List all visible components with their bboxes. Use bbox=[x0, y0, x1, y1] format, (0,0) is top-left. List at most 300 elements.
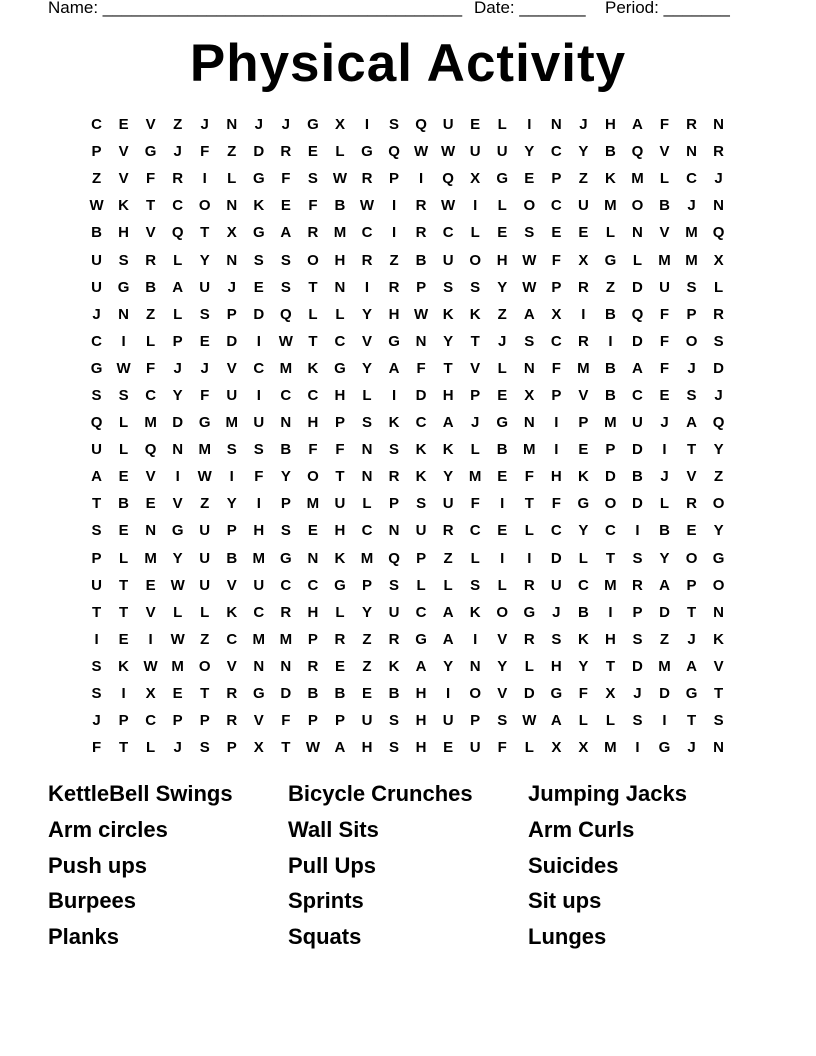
grid-letter[interactable]: J bbox=[173, 359, 182, 377]
grid-letter[interactable]: C bbox=[361, 224, 373, 242]
grid-letter[interactable]: E bbox=[307, 143, 318, 161]
grid-letter[interactable]: B bbox=[388, 685, 400, 703]
grid-letter[interactable]: R bbox=[415, 197, 427, 215]
grid-letter[interactable]: L bbox=[497, 197, 507, 215]
grid-letter[interactable]: G bbox=[604, 251, 617, 269]
grid-letter[interactable]: M bbox=[604, 576, 617, 594]
grid-letter[interactable]: O bbox=[712, 576, 725, 594]
grid-letter[interactable]: U bbox=[334, 495, 346, 513]
grid-letter[interactable]: C bbox=[253, 603, 265, 621]
grid-letter[interactable]: O bbox=[469, 251, 482, 269]
grid-letter[interactable]: C bbox=[307, 386, 319, 404]
grid-letter[interactable]: T bbox=[714, 685, 724, 703]
grid-letter[interactable]: P bbox=[389, 495, 400, 513]
grid-letter[interactable]: R bbox=[686, 495, 697, 513]
grid-letter[interactable]: T bbox=[605, 657, 615, 675]
grid-letter[interactable]: P bbox=[470, 386, 481, 404]
grid-letter[interactable]: R bbox=[226, 685, 238, 703]
grid-letter[interactable]: L bbox=[362, 386, 372, 404]
grid-letter[interactable]: R bbox=[388, 630, 400, 648]
grid-letter[interactable]: R bbox=[415, 224, 427, 242]
grid-letter[interactable]: Y bbox=[578, 657, 589, 675]
grid-letter[interactable]: F bbox=[281, 712, 291, 730]
grid-letter[interactable]: P bbox=[605, 441, 616, 459]
grid-letter[interactable]: G bbox=[577, 495, 590, 513]
grid-letter[interactable]: U bbox=[442, 495, 454, 513]
grid-letter[interactable]: K bbox=[253, 197, 265, 215]
grid-letter[interactable]: L bbox=[578, 712, 588, 730]
grid-letter[interactable]: G bbox=[307, 116, 319, 134]
grid-letter[interactable]: Y bbox=[199, 251, 210, 269]
grid-letter[interactable]: R bbox=[172, 170, 184, 188]
grid-letter[interactable]: U bbox=[442, 116, 454, 134]
grid-letter[interactable]: S bbox=[632, 549, 643, 567]
grid-letter[interactable]: D bbox=[226, 332, 238, 350]
grid-letter[interactable]: M bbox=[631, 170, 644, 188]
grid-letter[interactable]: V bbox=[361, 332, 372, 350]
grid-letter[interactable]: Q bbox=[388, 549, 400, 567]
grid-letter[interactable]: P bbox=[578, 414, 589, 432]
grid-letter[interactable]: C bbox=[334, 332, 346, 350]
grid-letter[interactable]: A bbox=[632, 359, 643, 377]
grid-letter[interactable]: L bbox=[497, 359, 507, 377]
grid-letter[interactable]: G bbox=[388, 332, 400, 350]
grid-letter[interactable]: F bbox=[551, 359, 561, 377]
grid-letter[interactable]: E bbox=[307, 522, 318, 540]
grid-letter[interactable]: C bbox=[469, 522, 481, 540]
grid-letter[interactable]: O bbox=[685, 332, 698, 350]
grid-letter[interactable]: K bbox=[118, 197, 129, 215]
grid-letter[interactable]: N bbox=[226, 116, 238, 134]
grid-letter[interactable]: A bbox=[415, 657, 427, 675]
grid-letter[interactable]: Z bbox=[605, 278, 615, 296]
grid-letter[interactable]: N bbox=[145, 522, 157, 540]
grid-letter[interactable]: V bbox=[145, 603, 156, 621]
grid-letter[interactable]: K bbox=[118, 657, 129, 675]
grid-letter[interactable]: O bbox=[469, 685, 482, 703]
grid-letter[interactable]: H bbox=[415, 712, 427, 730]
grid-letter[interactable]: U bbox=[388, 603, 400, 621]
grid-letter[interactable]: S bbox=[253, 441, 264, 459]
grid-letter[interactable]: L bbox=[659, 495, 670, 513]
grid-letter[interactable]: K bbox=[469, 603, 481, 621]
grid-letter[interactable]: H bbox=[415, 685, 427, 703]
grid-letter[interactable]: J bbox=[687, 739, 696, 757]
grid-letter[interactable]: E bbox=[443, 739, 454, 757]
grid-letter[interactable]: S bbox=[307, 170, 318, 188]
grid-letter[interactable]: I bbox=[256, 495, 261, 513]
grid-letter[interactable]: P bbox=[280, 495, 291, 513]
grid-letter[interactable]: F bbox=[308, 197, 318, 215]
grid-letter[interactable]: A bbox=[659, 576, 670, 594]
grid-letter[interactable]: K bbox=[442, 305, 454, 323]
grid-letter[interactable]: F bbox=[497, 739, 507, 757]
grid-letter[interactable]: G bbox=[415, 630, 427, 648]
grid-letter[interactable]: L bbox=[173, 305, 183, 323]
grid-letter[interactable]: J bbox=[633, 685, 642, 703]
grid-letter[interactable]: C bbox=[226, 630, 238, 648]
grid-letter[interactable]: P bbox=[226, 739, 237, 757]
grid-letter[interactable]: S bbox=[361, 414, 372, 432]
grid-letter[interactable]: B bbox=[145, 278, 157, 296]
grid-letter[interactable]: A bbox=[334, 739, 346, 757]
grid-letter[interactable]: T bbox=[605, 549, 615, 567]
grid-letter[interactable]: J bbox=[498, 332, 507, 350]
grid-letter[interactable]: D bbox=[632, 495, 643, 513]
grid-letter[interactable]: X bbox=[334, 116, 345, 134]
grid-letter[interactable]: N bbox=[226, 251, 238, 269]
grid-letter[interactable]: P bbox=[334, 712, 345, 730]
grid-letter[interactable]: X bbox=[253, 739, 264, 757]
grid-letter[interactable]: P bbox=[686, 305, 697, 323]
grid-letter[interactable]: X bbox=[551, 305, 562, 323]
grid-letter[interactable]: V bbox=[145, 116, 156, 134]
grid-letter[interactable]: L bbox=[605, 224, 615, 242]
grid-letter[interactable]: M bbox=[198, 441, 211, 459]
grid-letter[interactable]: E bbox=[145, 576, 156, 594]
grid-letter[interactable]: S bbox=[632, 630, 643, 648]
date-field[interactable]: Date: _______ bbox=[474, 0, 586, 17]
grid-letter[interactable]: N bbox=[632, 224, 643, 242]
grid-letter[interactable]: C bbox=[632, 386, 643, 404]
grid-letter[interactable]: C bbox=[280, 576, 292, 594]
grid-letter[interactable]: X bbox=[470, 170, 481, 188]
grid-letter[interactable]: S bbox=[470, 278, 481, 296]
grid-letter[interactable]: M bbox=[333, 224, 347, 242]
grid-letter[interactable]: S bbox=[389, 441, 400, 459]
grid-letter[interactable]: H bbox=[334, 251, 346, 269]
grid-letter[interactable]: X bbox=[551, 739, 562, 757]
grid-letter[interactable]: O bbox=[307, 468, 319, 486]
grid-letter[interactable]: S bbox=[91, 685, 102, 703]
grid-letter[interactable]: N bbox=[550, 116, 562, 134]
grid-letter[interactable]: E bbox=[659, 386, 670, 404]
grid-letter[interactable]: W bbox=[305, 739, 320, 757]
grid-letter[interactable]: P bbox=[199, 712, 210, 730]
grid-letter[interactable]: U bbox=[91, 278, 102, 296]
grid-letter[interactable]: W bbox=[278, 332, 293, 350]
grid-letter[interactable]: M bbox=[144, 549, 157, 567]
grid-letter[interactable]: V bbox=[659, 143, 670, 161]
grid-letter[interactable]: I bbox=[473, 630, 478, 648]
grid-letter[interactable]: N bbox=[361, 468, 373, 486]
grid-letter[interactable]: B bbox=[415, 251, 427, 269]
grid-letter[interactable]: I bbox=[148, 630, 153, 648]
grid-letter[interactable]: I bbox=[229, 468, 234, 486]
grid-letter[interactable]: D bbox=[659, 685, 670, 703]
grid-letter[interactable]: C bbox=[550, 197, 562, 215]
grid-letter[interactable]: T bbox=[91, 603, 102, 621]
grid-letter[interactable]: K bbox=[388, 414, 400, 432]
grid-letter[interactable]: L bbox=[443, 576, 453, 594]
grid-letter[interactable]: S bbox=[497, 712, 508, 730]
grid-letter[interactable]: Y bbox=[713, 441, 724, 459]
grid-letter[interactable]: F bbox=[578, 685, 588, 703]
grid-letter[interactable]: Y bbox=[497, 278, 508, 296]
grid-letter[interactable]: K bbox=[577, 468, 589, 486]
grid-letter[interactable]: N bbox=[415, 332, 427, 350]
grid-letter[interactable]: U bbox=[632, 414, 643, 432]
grid-letter[interactable]: U bbox=[496, 143, 508, 161]
grid-letter[interactable]: R bbox=[713, 305, 725, 323]
grid-letter[interactable]: R bbox=[226, 712, 238, 730]
grid-letter[interactable]: H bbox=[604, 630, 616, 648]
grid-letter[interactable]: V bbox=[497, 630, 508, 648]
grid-letter[interactable]: L bbox=[524, 657, 534, 675]
grid-letter[interactable]: V bbox=[172, 495, 183, 513]
grid-letter[interactable]: A bbox=[442, 414, 454, 432]
grid-letter[interactable]: P bbox=[118, 712, 129, 730]
grid-letter[interactable]: Z bbox=[173, 116, 183, 134]
grid-letter[interactable]: O bbox=[496, 603, 509, 621]
grid-letter[interactable]: K bbox=[442, 441, 454, 459]
grid-letter[interactable]: L bbox=[714, 278, 724, 296]
grid-letter[interactable]: V bbox=[659, 224, 670, 242]
grid-letter[interactable]: V bbox=[578, 386, 589, 404]
grid-letter[interactable]: Z bbox=[362, 630, 372, 648]
grid-letter[interactable]: I bbox=[256, 332, 261, 350]
grid-letter[interactable]: K bbox=[713, 630, 725, 648]
grid-letter[interactable]: Z bbox=[578, 170, 588, 188]
grid-letter[interactable]: G bbox=[361, 143, 373, 161]
grid-letter[interactable]: L bbox=[118, 549, 129, 567]
grid-letter[interactable]: P bbox=[226, 305, 237, 323]
grid-letter[interactable]: W bbox=[441, 197, 456, 215]
grid-letter[interactable]: T bbox=[308, 332, 318, 350]
grid-letter[interactable]: M bbox=[306, 495, 320, 513]
grid-letter[interactable]: G bbox=[117, 278, 130, 296]
grid-letter[interactable]: E bbox=[470, 116, 481, 134]
grid-letter[interactable]: J bbox=[254, 116, 263, 134]
grid-letter[interactable]: W bbox=[414, 143, 429, 161]
grid-letter[interactable]: I bbox=[94, 630, 99, 648]
grid-letter[interactable]: D bbox=[415, 386, 427, 404]
grid-letter[interactable]: R bbox=[361, 251, 373, 269]
grid-letter[interactable]: M bbox=[685, 251, 698, 269]
grid-letter[interactable]: D bbox=[713, 359, 725, 377]
grid-letter[interactable]: M bbox=[523, 441, 536, 459]
grid-letter[interactable]: O bbox=[604, 495, 617, 513]
grid-letter[interactable]: G bbox=[523, 603, 536, 621]
grid-letter[interactable]: L bbox=[578, 549, 588, 567]
grid-letter[interactable]: H bbox=[361, 739, 373, 757]
grid-letter[interactable]: U bbox=[469, 143, 481, 161]
grid-letter[interactable]: E bbox=[497, 224, 508, 242]
grid-letter[interactable]: R bbox=[307, 657, 319, 675]
grid-letter[interactable]: Q bbox=[144, 441, 157, 459]
grid-letter[interactable]: K bbox=[415, 441, 427, 459]
grid-letter[interactable]: K bbox=[577, 630, 589, 648]
grid-letter[interactable]: O bbox=[685, 549, 698, 567]
grid-letter[interactable]: U bbox=[199, 576, 211, 594]
grid-letter[interactable]: T bbox=[686, 712, 697, 730]
grid-letter[interactable]: J bbox=[200, 116, 209, 134]
grid-letter[interactable]: G bbox=[198, 414, 211, 432]
grid-letter[interactable]: R bbox=[145, 251, 157, 269]
grid-letter[interactable]: I bbox=[121, 332, 126, 350]
grid-letter[interactable]: O bbox=[523, 197, 536, 215]
grid-letter[interactable]: S bbox=[91, 657, 102, 675]
grid-letter[interactable]: V bbox=[713, 657, 724, 675]
grid-letter[interactable]: T bbox=[91, 495, 102, 513]
grid-letter[interactable]: G bbox=[252, 170, 265, 188]
grid-letter[interactable]: P bbox=[389, 170, 400, 188]
grid-letter[interactable]: L bbox=[227, 170, 237, 188]
grid-letter[interactable]: C bbox=[145, 386, 157, 404]
grid-letter[interactable]: F bbox=[659, 332, 670, 350]
grid-letter[interactable]: L bbox=[497, 576, 507, 594]
grid-letter[interactable]: L bbox=[470, 224, 480, 242]
grid-letter[interactable]: A bbox=[91, 468, 102, 486]
grid-letter[interactable]: R bbox=[713, 143, 725, 161]
grid-letter[interactable]: M bbox=[658, 657, 671, 675]
grid-letter[interactable]: R bbox=[388, 468, 400, 486]
grid-letter[interactable]: V bbox=[226, 657, 237, 675]
grid-letter[interactable]: Z bbox=[362, 657, 372, 675]
grid-letter[interactable]: C bbox=[604, 522, 616, 540]
grid-letter[interactable]: P bbox=[91, 143, 102, 161]
grid-letter[interactable]: P bbox=[172, 712, 183, 730]
grid-letter[interactable]: J bbox=[687, 359, 696, 377]
grid-letter[interactable]: J bbox=[687, 197, 696, 215]
grid-letter[interactable]: Y bbox=[361, 603, 372, 621]
grid-letter[interactable]: P bbox=[334, 414, 345, 432]
grid-letter[interactable]: I bbox=[391, 197, 397, 215]
grid-letter[interactable]: Y bbox=[443, 332, 454, 350]
grid-letter[interactable]: R bbox=[632, 576, 643, 594]
grid-letter[interactable]: Q bbox=[712, 224, 725, 242]
grid-letter[interactable]: I bbox=[608, 603, 613, 621]
grid-letter[interactable]: Y bbox=[280, 468, 291, 486]
grid-letter[interactable]: Z bbox=[389, 251, 399, 269]
grid-letter[interactable]: C bbox=[686, 170, 697, 188]
grid-letter[interactable]: D bbox=[604, 468, 616, 486]
grid-letter[interactable]: D bbox=[632, 278, 643, 296]
grid-letter[interactable]: A bbox=[686, 414, 697, 432]
grid-letter[interactable]: L bbox=[605, 712, 615, 730]
grid-letter[interactable]: U bbox=[577, 197, 589, 215]
grid-letter[interactable]: V bbox=[145, 468, 156, 486]
grid-letter[interactable]: B bbox=[632, 468, 643, 486]
grid-letter[interactable]: E bbox=[118, 468, 129, 486]
grid-letter[interactable]: M bbox=[252, 630, 266, 648]
grid-letter[interactable]: C bbox=[550, 332, 562, 350]
grid-letter[interactable]: L bbox=[308, 305, 318, 323]
grid-letter[interactable]: P bbox=[172, 332, 183, 350]
grid-letter[interactable]: N bbox=[307, 549, 319, 567]
grid-letter[interactable]: G bbox=[144, 143, 157, 161]
grid-letter[interactable]: L bbox=[497, 116, 507, 134]
grid-letter[interactable]: J bbox=[714, 386, 723, 404]
grid-letter[interactable]: N bbox=[686, 143, 697, 161]
grid-letter[interactable]: J bbox=[227, 278, 236, 296]
grid-letter[interactable]: L bbox=[200, 603, 210, 621]
grid-letter[interactable]: J bbox=[281, 116, 291, 134]
grid-letter[interactable]: T bbox=[118, 576, 129, 594]
grid-letter[interactable]: T bbox=[335, 468, 345, 486]
grid-letter[interactable]: E bbox=[524, 170, 535, 188]
grid-letter[interactable]: G bbox=[334, 359, 346, 377]
grid-letter[interactable]: V bbox=[226, 576, 237, 594]
grid-letter[interactable]: F bbox=[551, 251, 561, 269]
grid-letter[interactable]: I bbox=[635, 522, 640, 540]
grid-letter[interactable]: W bbox=[522, 712, 537, 730]
grid-letter[interactable]: P bbox=[91, 549, 102, 567]
grid-letter[interactable]: V bbox=[145, 224, 156, 242]
grid-letter[interactable]: K bbox=[307, 359, 319, 377]
grid-letter[interactable]: N bbox=[226, 197, 238, 215]
grid-letter[interactable]: R bbox=[334, 630, 346, 648]
grid-letter[interactable]: H bbox=[307, 414, 319, 432]
grid-letter[interactable]: J bbox=[660, 414, 669, 432]
grid-letter[interactable]: L bbox=[416, 576, 426, 594]
grid-letter[interactable]: Z bbox=[200, 630, 210, 648]
grid-letter[interactable]: P bbox=[470, 712, 481, 730]
grid-letter[interactable]: U bbox=[253, 576, 265, 594]
grid-letter[interactable]: G bbox=[685, 685, 698, 703]
grid-letter[interactable]: I bbox=[500, 495, 505, 513]
grid-letter[interactable]: N bbox=[118, 305, 129, 323]
grid-letter[interactable]: G bbox=[280, 549, 292, 567]
grid-letter[interactable]: C bbox=[253, 359, 265, 377]
grid-letter[interactable]: U bbox=[199, 549, 211, 567]
grid-letter[interactable]: U bbox=[361, 712, 373, 730]
grid-letter[interactable]: R bbox=[686, 116, 697, 134]
grid-letter[interactable]: S bbox=[280, 522, 291, 540]
grid-letter[interactable]: X bbox=[145, 685, 156, 703]
grid-letter[interactable]: I bbox=[500, 549, 505, 567]
grid-letter[interactable]: S bbox=[118, 386, 129, 404]
grid-letter[interactable]: E bbox=[145, 495, 156, 513]
grid-letter[interactable]: J bbox=[200, 359, 209, 377]
grid-letter[interactable]: T bbox=[118, 739, 129, 757]
grid-letter[interactable]: B bbox=[307, 685, 319, 703]
grid-letter[interactable]: K bbox=[334, 549, 346, 567]
grid-letter[interactable]: T bbox=[281, 739, 291, 757]
grid-letter[interactable]: H bbox=[604, 116, 616, 134]
grid-letter[interactable]: A bbox=[442, 603, 454, 621]
grid-letter[interactable]: E bbox=[578, 224, 589, 242]
grid-letter[interactable]: I bbox=[635, 739, 640, 757]
grid-letter[interactable]: L bbox=[118, 441, 129, 459]
grid-letter[interactable]: S bbox=[389, 576, 400, 594]
grid-letter[interactable]: K bbox=[469, 305, 481, 323]
grid-letter[interactable]: T bbox=[443, 359, 453, 377]
grid-letter[interactable]: F bbox=[659, 305, 670, 323]
grid-letter[interactable]: L bbox=[146, 332, 156, 350]
grid-letter[interactable]: V bbox=[497, 685, 508, 703]
grid-letter[interactable]: R bbox=[523, 576, 535, 594]
grid-letter[interactable]: E bbox=[118, 630, 129, 648]
grid-letter[interactable]: Q bbox=[631, 143, 644, 161]
grid-letter[interactable]: R bbox=[388, 278, 400, 296]
grid-letter[interactable]: G bbox=[334, 576, 346, 594]
grid-letter[interactable]: C bbox=[307, 576, 319, 594]
grid-letter[interactable]: Q bbox=[415, 116, 427, 134]
grid-letter[interactable]: W bbox=[441, 143, 456, 161]
grid-letter[interactable]: M bbox=[604, 414, 617, 432]
grid-letter[interactable]: Q bbox=[280, 305, 292, 323]
grid-letter[interactable]: N bbox=[334, 278, 346, 296]
grid-letter[interactable]: S bbox=[118, 251, 129, 269]
grid-letter[interactable]: Z bbox=[443, 549, 453, 567]
grid-letter[interactable]: W bbox=[170, 630, 185, 648]
grid-letter[interactable]: M bbox=[577, 359, 590, 377]
grid-letter[interactable]: S bbox=[686, 386, 697, 404]
period-field[interactable]: Period: _______ bbox=[605, 0, 730, 17]
grid-letter[interactable]: J bbox=[714, 170, 723, 188]
grid-letter[interactable]: S bbox=[91, 386, 102, 404]
